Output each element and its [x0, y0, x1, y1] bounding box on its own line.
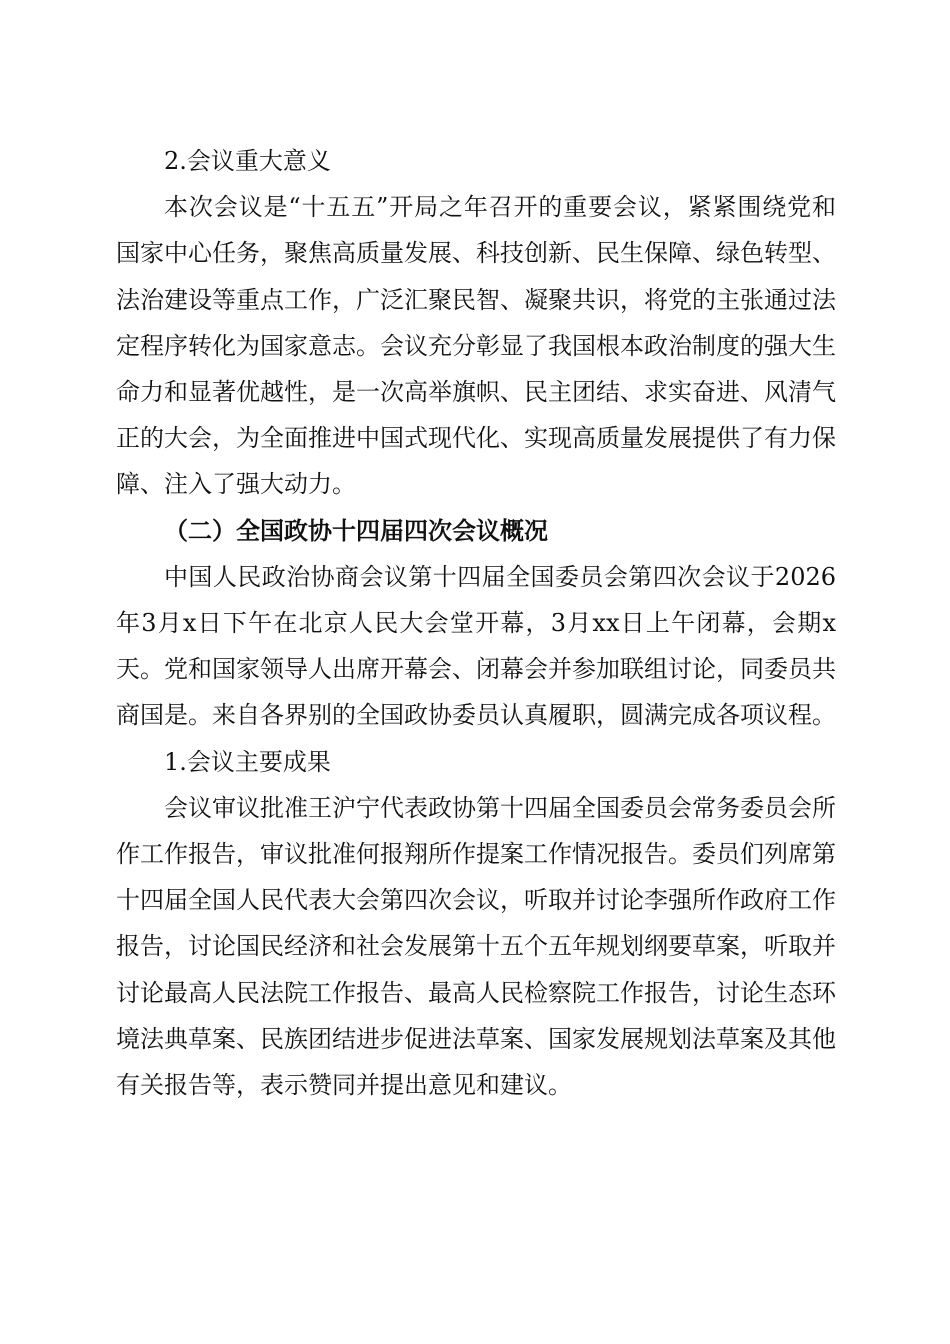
section-heading-significance: 2.会议重大意义	[164, 147, 331, 175]
section-heading-main-results: 1.会议主要成果	[164, 747, 331, 776]
section-heading-cppcc-overview: （二）全国政协十四届四次会议概况	[164, 515, 548, 545]
document-body	[116, 138, 836, 1108]
paragraph-main-results: 会议审议批准王沪宁代表政协第十四届全国委员会常务委员会所作工作报告，审议批准何报翔所作提案工作情况报告。委员们列席第十四届全国人民代表大会第四次会议，听取并讨论李强所作政府工作报告，讨论国民经济和社会发展第十五个五年规划纲要草案，听取并讨论最高人民法院工作报告、最高人民检察院工作报告，讨论生态环境法典草案、民族团结进步促进法草案、国家发展规划法草案及其他有关报告等，表示赞同并提出意见和建议。	[116, 793, 836, 1100]
paragraph-significance: 本次会议是“十五五”开局之年召开的重要会议，紧紧围绕党和国家中心任务，聚焦高质量发展、科技创新、民生保障、绿色转型、法治建设等重点工作，广泛汇聚民智、凝聚共识，将党的主张通过法定程序转化为国家意志。会议充分彰显了我国根本政治制度的强大生命力和显著优越性，是一次高举旗帜、民主团结、求实奋进、风清气正的大会，为全面推进中国式现代化、实现高质量发展提供了有力保障、注入了强大动力。	[116, 193, 836, 499]
paragraph-cppcc-overview: 中国人民政治协商会议第十四届全国委员会第四次会议于2026年3月x日下午在北京人民大会堂开幕，3月xx日上午闭幕，会期x天。党和国家领导人出席开幕会、闭幕会并参加联组讨论，同委员共商国是。来自各界别的全国政协委员认真履职，圆满完成各项议程。	[116, 562, 836, 730]
